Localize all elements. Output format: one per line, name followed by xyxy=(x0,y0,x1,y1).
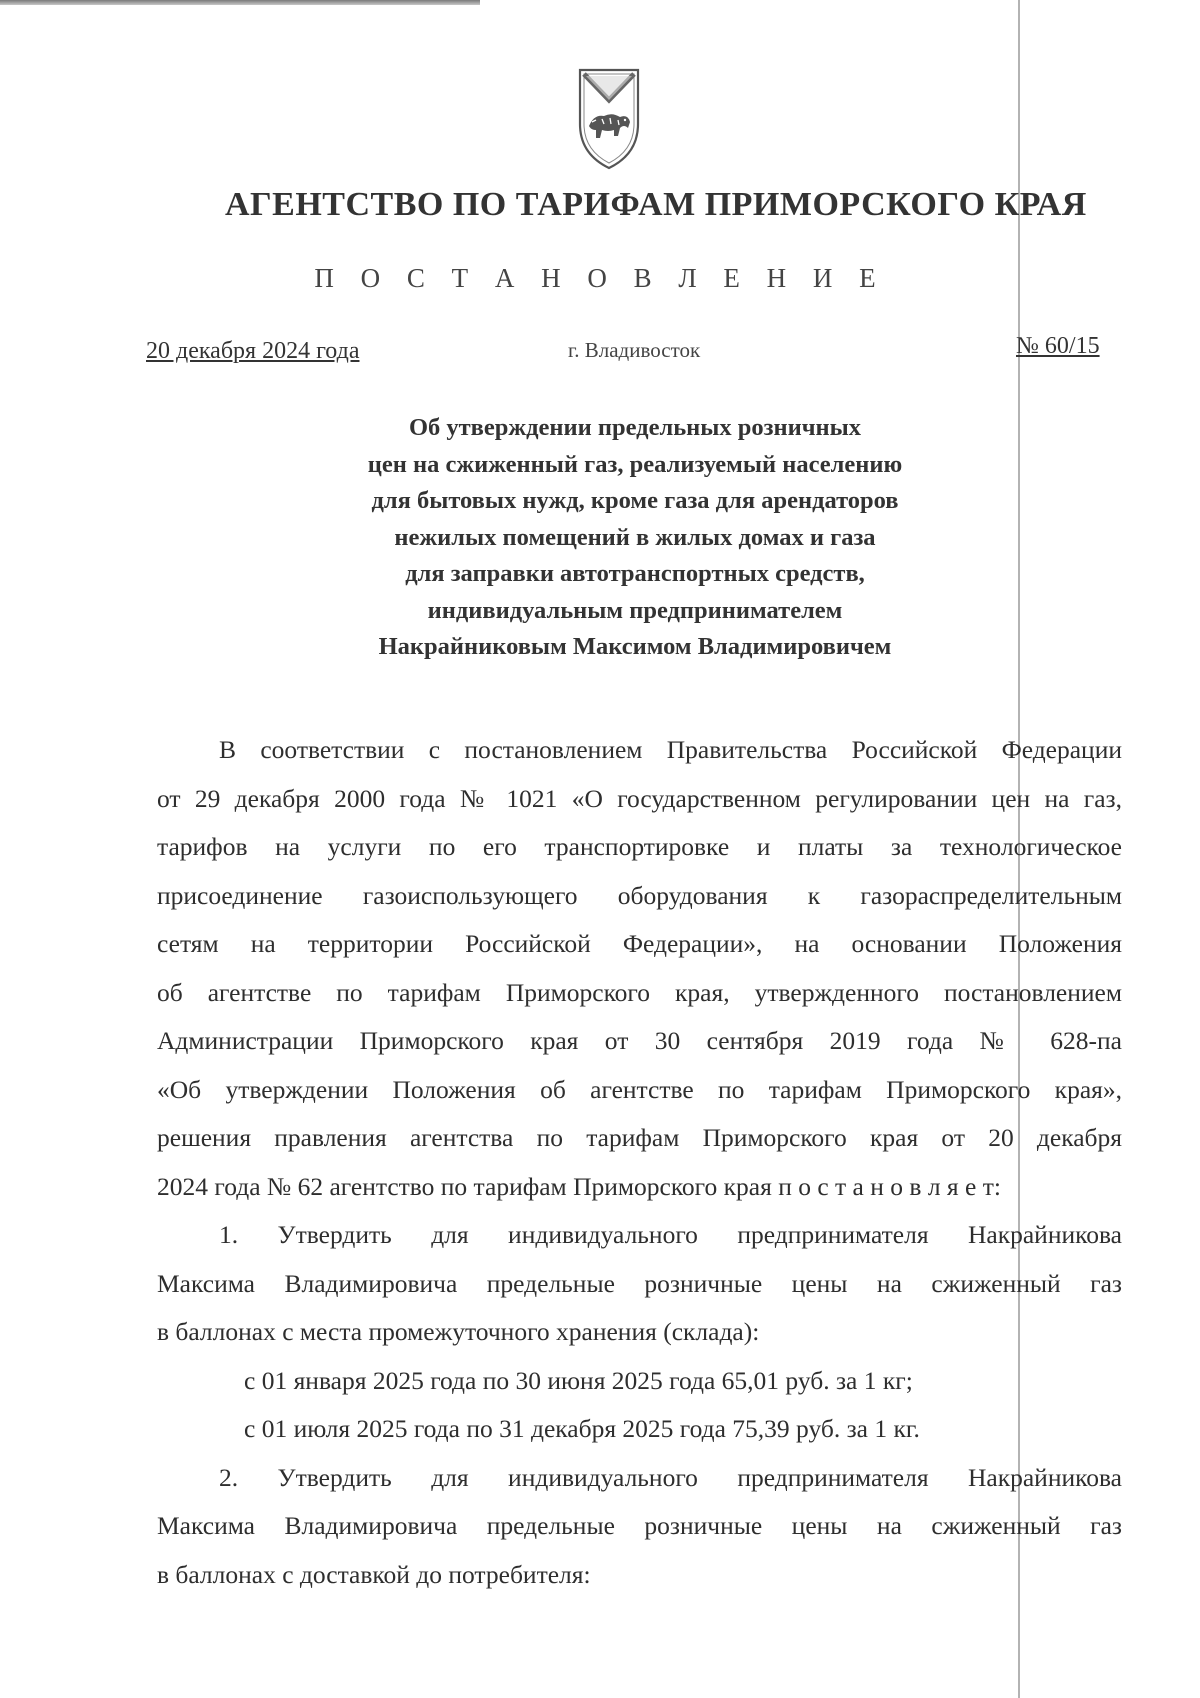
preamble-line: В соответствии с постановлением Правительства Российской Федерации xyxy=(219,735,1122,764)
price-line: с 01 июля 2025 года по 31 декабря 2025 года 75,39 руб. за 1 кг. xyxy=(244,1414,920,1443)
coat-of-arms-emblem xyxy=(574,62,644,174)
document-body xyxy=(157,726,1122,1599)
price-line: с 01 января 2025 года по 30 июня 2025 года 65,01 руб. за 1 кг; xyxy=(244,1365,913,1395)
preamble-line: Администрации Приморского края от 30 сентября 2019 года № 628-па xyxy=(157,1026,1122,1055)
preamble-text: 2024 года № 62 агентство по тарифам Приморского края xyxy=(157,1171,772,1201)
document-title xyxy=(250,410,1020,666)
preamble-line: присоединение газоиспользующего оборудования к газораспределительным xyxy=(157,880,1122,910)
decree-word: п о с т а н о в л я е т: xyxy=(778,1171,1001,1201)
preamble-line: тарифов на услуги по его транспортировке и платы за технологическое xyxy=(157,832,1122,861)
item-2-line: в баллонах с доставкой до потребителя: xyxy=(157,1559,591,1589)
document-number: № 60/15 xyxy=(1016,333,1100,359)
item-2-line: Максима Владимировича предельные розничные цены на сжиженный газ xyxy=(157,1511,1122,1540)
title-line: Об утверждении предельных розничных xyxy=(408,414,862,441)
title-line: для заправки автотранспортных средств, xyxy=(405,560,865,587)
title-line: Накрайниковым Максимом Владимировичем xyxy=(378,633,892,660)
item-1-line: в баллонах с места промежуточного хранения (склада): xyxy=(157,1317,760,1346)
document-date: 20 декабря 2024 года xyxy=(146,338,360,364)
document-type: П О С Т А Н О В Л Е Н И Е xyxy=(314,263,886,293)
preamble-line: от 29 декабря 2000 года № 1021 «О государственном регулировании цен на газ, xyxy=(157,783,1122,813)
scan-edge xyxy=(0,0,480,5)
preamble-line: об агентстве по тарифам Приморского края, утвержденного постановлением xyxy=(157,977,1122,1007)
preamble-line xyxy=(157,1163,1122,1212)
preamble-line: «Об утверждении Положения об агентстве по тарифам Приморского края», xyxy=(157,1074,1122,1104)
title-line: для бытовых нужд, кроме газа для арендаторов xyxy=(371,487,899,514)
item-1-line: Максима Владимировича предельные розничные цены на сжиженный газ xyxy=(157,1268,1122,1298)
agency-name: АГЕНТСТВО ПО ТАРИФАМ ПРИМОРСКОГО КРАЯ xyxy=(225,186,1087,223)
document-city: г. Владивосток xyxy=(568,338,701,362)
item-2-line: 2. Утвердить для индивидуального предпринимателя Накрайникова xyxy=(219,1462,1122,1492)
item-1-line: 1. Утвердить для индивидуального предпринимателя Накрайникова xyxy=(219,1220,1122,1249)
title-line: цен на сжиженный газ, реализуемый населению xyxy=(367,450,903,478)
title-line: индивидуальным предпринимателем xyxy=(427,596,843,624)
title-line: нежилых помещений в жилых домах и газа xyxy=(394,523,876,551)
preamble-line: решения правления агентства по тарифам Приморского края от 20 декабря xyxy=(157,1123,1122,1152)
preamble-line: сетям на территории Российской Федерации», на основании Положения xyxy=(157,929,1122,958)
